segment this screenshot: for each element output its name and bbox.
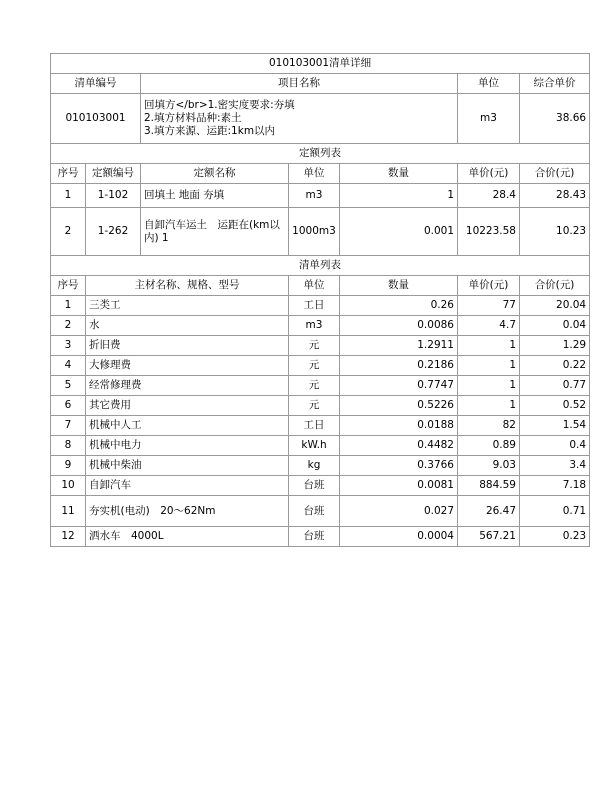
quota-header-code: 定额编号 <box>86 164 141 184</box>
list-row <box>51 527 590 547</box>
list-unit-price: 1 <box>458 396 520 416</box>
list-unit-price: 1 <box>458 336 520 356</box>
list-unit: kg <box>289 456 340 476</box>
list-name: 机械中人工 <box>86 416 289 436</box>
list-row <box>51 336 590 356</box>
quota-qty: 1 <box>340 184 458 208</box>
list-qty: 1.2911 <box>340 336 458 356</box>
quota-header-unit-price: 单价(元) <box>458 164 520 184</box>
list-qty: 0.3766 <box>340 456 458 476</box>
quota-name: 回填土 地面 夯填 <box>141 184 289 208</box>
list-name: 机械中电力 <box>86 436 289 456</box>
quota-unit: 1000m3 <box>289 208 340 256</box>
quota-total: 10.23 <box>520 208 590 256</box>
list-unit: 元 <box>289 336 340 356</box>
list-total: 7.18 <box>520 476 590 496</box>
list-no: 4 <box>51 356 86 376</box>
list-header-unit-price: 单价(元) <box>458 276 520 296</box>
list-unit-price: 82 <box>458 416 520 436</box>
list-qty: 0.027 <box>340 496 458 527</box>
quota-row <box>51 208 590 256</box>
list-qty: 0.5226 <box>340 396 458 416</box>
list-row <box>51 476 590 496</box>
quota-qty: 0.001 <box>340 208 458 256</box>
list-unit-price: 884.59 <box>458 476 520 496</box>
list-qty: 0.4482 <box>340 436 458 456</box>
item-name <box>141 94 458 144</box>
list-qty: 0.2186 <box>340 356 458 376</box>
quota-header-no: 序号 <box>51 164 86 184</box>
quota-name: 自卸汽车运土 运距在(km以内) 1 <box>141 208 289 256</box>
list-header-no: 序号 <box>51 276 86 296</box>
list-header-qty: 数量 <box>340 276 458 296</box>
list-total: 0.04 <box>520 316 590 336</box>
list-qty: 0.26 <box>340 296 458 316</box>
quota-unit: m3 <box>289 184 340 208</box>
list-total: 20.04 <box>520 296 590 316</box>
list-no: 12 <box>51 527 86 547</box>
list-name: 洒水车 4000L <box>86 527 289 547</box>
list-row <box>51 456 590 476</box>
quota-header-total: 合价(元) <box>520 164 590 184</box>
list-unit: 工日 <box>289 416 340 436</box>
list-unit: 台班 <box>289 527 340 547</box>
list-qty: 0.0004 <box>340 527 458 547</box>
item-price: 38.66 <box>520 94 590 144</box>
list-unit: 元 <box>289 376 340 396</box>
list-total: 0.23 <box>520 527 590 547</box>
quota-header-name: 定额名称 <box>141 164 289 184</box>
item-unit: m3 <box>458 94 520 144</box>
quota-unit-price: 10223.58 <box>458 208 520 256</box>
sheet-title: 010103001清单详细 <box>51 54 590 74</box>
item-code: 010103001 <box>51 94 141 144</box>
list-no: 5 <box>51 376 86 396</box>
list-row <box>51 356 590 376</box>
list-qty: 0.7747 <box>340 376 458 396</box>
list-total: 0.77 <box>520 376 590 396</box>
quota-code: 1-262 <box>86 208 141 256</box>
header-item-name: 项目名称 <box>141 74 458 94</box>
list-total: 0.71 <box>520 496 590 527</box>
item-name-line: 回填方</br>1.密实度要求:夯填 <box>144 99 295 111</box>
list-unit-price: 77 <box>458 296 520 316</box>
list-name: 夯实机(电动) 20～62Nm <box>86 496 289 527</box>
list-total: 0.52 <box>520 396 590 416</box>
list-unit: kW.h <box>289 436 340 456</box>
quota-no: 2 <box>51 208 86 256</box>
list-row <box>51 296 590 316</box>
list-qty: 0.0188 <box>340 416 458 436</box>
list-name: 水 <box>86 316 289 336</box>
list-name: 折旧费 <box>86 336 289 356</box>
list-unit-price: 1 <box>458 356 520 376</box>
list-row <box>51 316 590 336</box>
list-unit: 台班 <box>289 476 340 496</box>
list-header-unit: 单位 <box>289 276 340 296</box>
list-total: 3.4 <box>520 456 590 476</box>
list-name: 其它费用 <box>86 396 289 416</box>
quota-unit-price: 28.4 <box>458 184 520 208</box>
quota-no: 1 <box>51 184 86 208</box>
list-name: 自卸汽车 <box>86 476 289 496</box>
quota-header-qty: 数量 <box>340 164 458 184</box>
list-unit-price: 4.7 <box>458 316 520 336</box>
list-no: 11 <box>51 496 86 527</box>
list-row <box>51 496 590 527</box>
list-header-total: 合价(元) <box>520 276 590 296</box>
list-unit-price: 1 <box>458 376 520 396</box>
item-name-line: 2.填方材料品种:素土 <box>144 112 242 124</box>
bill-detail-table <box>50 53 590 547</box>
list-no: 6 <box>51 396 86 416</box>
quota-total: 28.43 <box>520 184 590 208</box>
list-no: 3 <box>51 336 86 356</box>
list-total: 1.29 <box>520 336 590 356</box>
list-no: 2 <box>51 316 86 336</box>
material-list <box>51 296 590 547</box>
list-unit: 元 <box>289 396 340 416</box>
list-name: 经常修理费 <box>86 376 289 396</box>
list-unit: 台班 <box>289 496 340 527</box>
list-unit-price: 9.03 <box>458 456 520 476</box>
item-name-line: 3.填方来源、运距:1km以内 <box>144 125 276 137</box>
list-unit: 工日 <box>289 296 340 316</box>
quota-row <box>51 184 590 208</box>
list-row <box>51 436 590 456</box>
list-total: 0.4 <box>520 436 590 456</box>
list-unit: m3 <box>289 316 340 336</box>
list-row <box>51 396 590 416</box>
list-row <box>51 376 590 396</box>
list-no: 10 <box>51 476 86 496</box>
header-unit: 单位 <box>458 74 520 94</box>
list-qty: 0.0086 <box>340 316 458 336</box>
header-composite-price: 综合单价 <box>520 74 590 94</box>
list-unit-price: 26.47 <box>458 496 520 527</box>
quota-section-title: 定额列表 <box>51 144 590 164</box>
list-unit: 元 <box>289 356 340 376</box>
list-header-name: 主材名称、规格、型号 <box>86 276 289 296</box>
list-qty: 0.0081 <box>340 476 458 496</box>
list-unit-price: 0.89 <box>458 436 520 456</box>
list-no: 8 <box>51 436 86 456</box>
list-section-title: 清单列表 <box>51 256 590 276</box>
list-name: 三类工 <box>86 296 289 316</box>
quota-code: 1-102 <box>86 184 141 208</box>
list-no: 9 <box>51 456 86 476</box>
list-total: 0.22 <box>520 356 590 376</box>
list-name: 大修理费 <box>86 356 289 376</box>
list-total: 1.54 <box>520 416 590 436</box>
header-bill-code: 清单编号 <box>51 74 141 94</box>
quota-header-unit: 单位 <box>289 164 340 184</box>
list-no: 1 <box>51 296 86 316</box>
list-no: 7 <box>51 416 86 436</box>
list-unit-price: 567.21 <box>458 527 520 547</box>
list-row <box>51 416 590 436</box>
list-name: 机械中柴油 <box>86 456 289 476</box>
